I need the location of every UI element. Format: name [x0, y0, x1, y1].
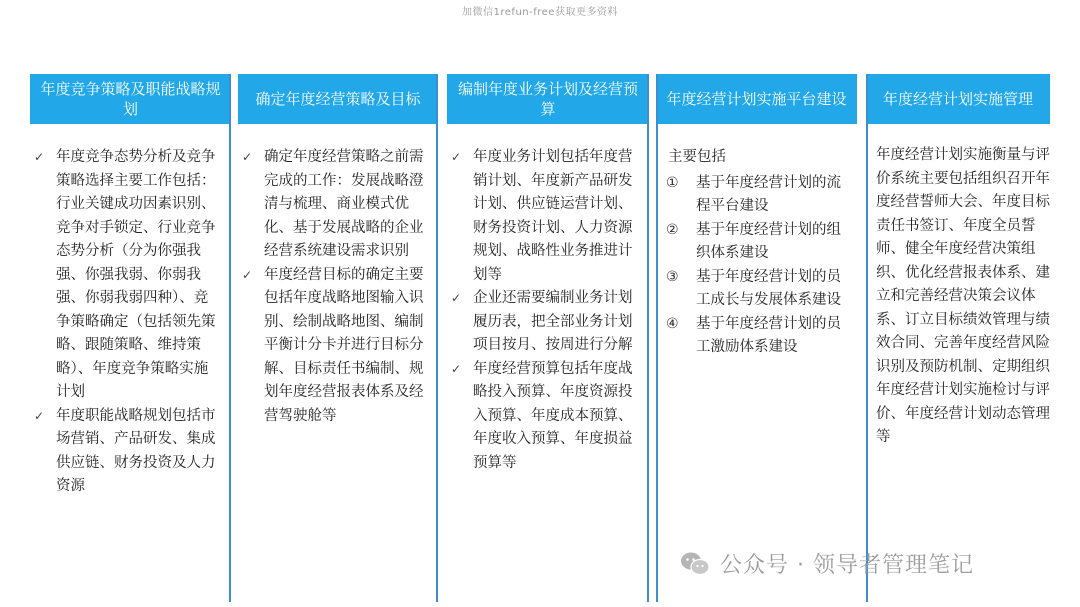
watermark [680, 548, 974, 579]
check-icon: ✓ [34, 408, 45, 423]
list-item [447, 287, 641, 358]
item-number: ② [666, 221, 679, 238]
list-item [30, 146, 221, 405]
list-item [658, 266, 851, 313]
check-icon: ✓ [451, 361, 462, 376]
list-item [658, 172, 851, 219]
column-body [866, 74, 1050, 602]
column-header: 确定年度经营策略及目标 [238, 74, 438, 124]
item-text: 年度经营目标的确定主要包括年度战略地图输入识别、绘制战略地图、编制平衡计分卡并进行目标分解、目标责任书编制、规划年度经营报表体系及经营驾驶舱等 [264, 266, 424, 424]
list-item [447, 358, 641, 476]
column-implementation-management [866, 74, 1050, 445]
list-item [238, 146, 430, 264]
list-item [238, 264, 430, 429]
item-text: 确定年度经营策略之前需完成的工作：发展战略澄清与梳理、商业模式优化、基于发展战略的企业经营系统建设需求识别 [264, 149, 424, 259]
column-body [447, 74, 649, 602]
column-business-strategy [238, 74, 438, 424]
check-icon: ✓ [242, 150, 253, 164]
wechat-icon [680, 551, 710, 577]
list-item [447, 146, 641, 287]
item-text: 企业还需要编制业务计划履历表，把全部业务计划项目按月、按周进行分解 [473, 290, 633, 353]
item-number: ③ [666, 268, 679, 285]
item-text: 基于年度经营计划的流程平台建设 [696, 174, 841, 214]
item-number: ④ [666, 315, 679, 332]
item-text: 年度经营计划实施衡量与评价系统主要包括组织召开年度经营誓师大会、年度目标责任书签订、年度全员誓师、健全年度经营决策组织、优化经营报表体系、建立和完善经营决策会议体系、订立目标绩效管理与绩效合同、完善年度经营风险识别及预防机制、定期组织年度经营计划实施检讨与评价、年度经营计划动态管理等 [876, 147, 1050, 445]
column-body [238, 74, 438, 602]
check-icon: ✓ [34, 150, 45, 164]
list-item [658, 313, 851, 360]
column-body [656, 74, 857, 602]
check-icon: ✓ [242, 267, 253, 282]
list-item [30, 405, 221, 499]
check-icon: ✓ [451, 291, 462, 305]
item-text: 年度经营预算包括年度战略投入预算、年度资源投入预算、年度成本预算、年度收入预算、年度损益预算等 [473, 360, 633, 471]
column-header: 年度经营计划实施管理 [866, 74, 1050, 124]
item-text: 年度业务计划包括年度营销计划、年度新产品研发计划、供应链运营计划、财务投资计划、人力资源规划、战略性业务推进计划等 [473, 149, 633, 283]
item-text: 基于年度经营计划的员工成长与发展体系建设 [696, 268, 841, 308]
item-text: 基于年度经营计划的员工激励体系建设 [696, 315, 841, 355]
top-note: 加微信1refun-free获取更多资料 [462, 7, 618, 18]
item-number: ① [666, 174, 679, 191]
column-body [30, 74, 231, 602]
column-header: 编制年度业务计划及经营预算 [447, 74, 649, 124]
intro-text: 主要包括 [668, 149, 726, 165]
list-item [658, 219, 851, 266]
item-text: 年度竞争态势分析及竞争策略选择主要工作包括：行业关键成功因素识别、竞争对手锁定、行业竞争态势分析（分为你强我强、你强我弱、你弱我强、你弱我弱四种）、竞争策略确定（包括领先策略、跟随策略、维持策略）、年度竞争策略实施计划 [56, 149, 216, 400]
column-implementation-platform [656, 74, 857, 355]
column-business-plan-budget [447, 74, 649, 471]
item-text: 基于年度经营计划的组织体系建设 [696, 221, 841, 261]
watermark-text: 公众号 · 领导者管理笔记 [720, 553, 974, 578]
column-header: 年度经营计划实施平台建设 [656, 74, 857, 124]
column-competition-strategy [30, 74, 231, 494]
column-header: 年度竞争策略及职能战略规划 [30, 74, 231, 124]
check-icon: ✓ [451, 150, 462, 164]
item-text: 年度职能战略规划包括市场营销、产品研发、集成供应链、财务投资及人力资源 [56, 407, 216, 494]
